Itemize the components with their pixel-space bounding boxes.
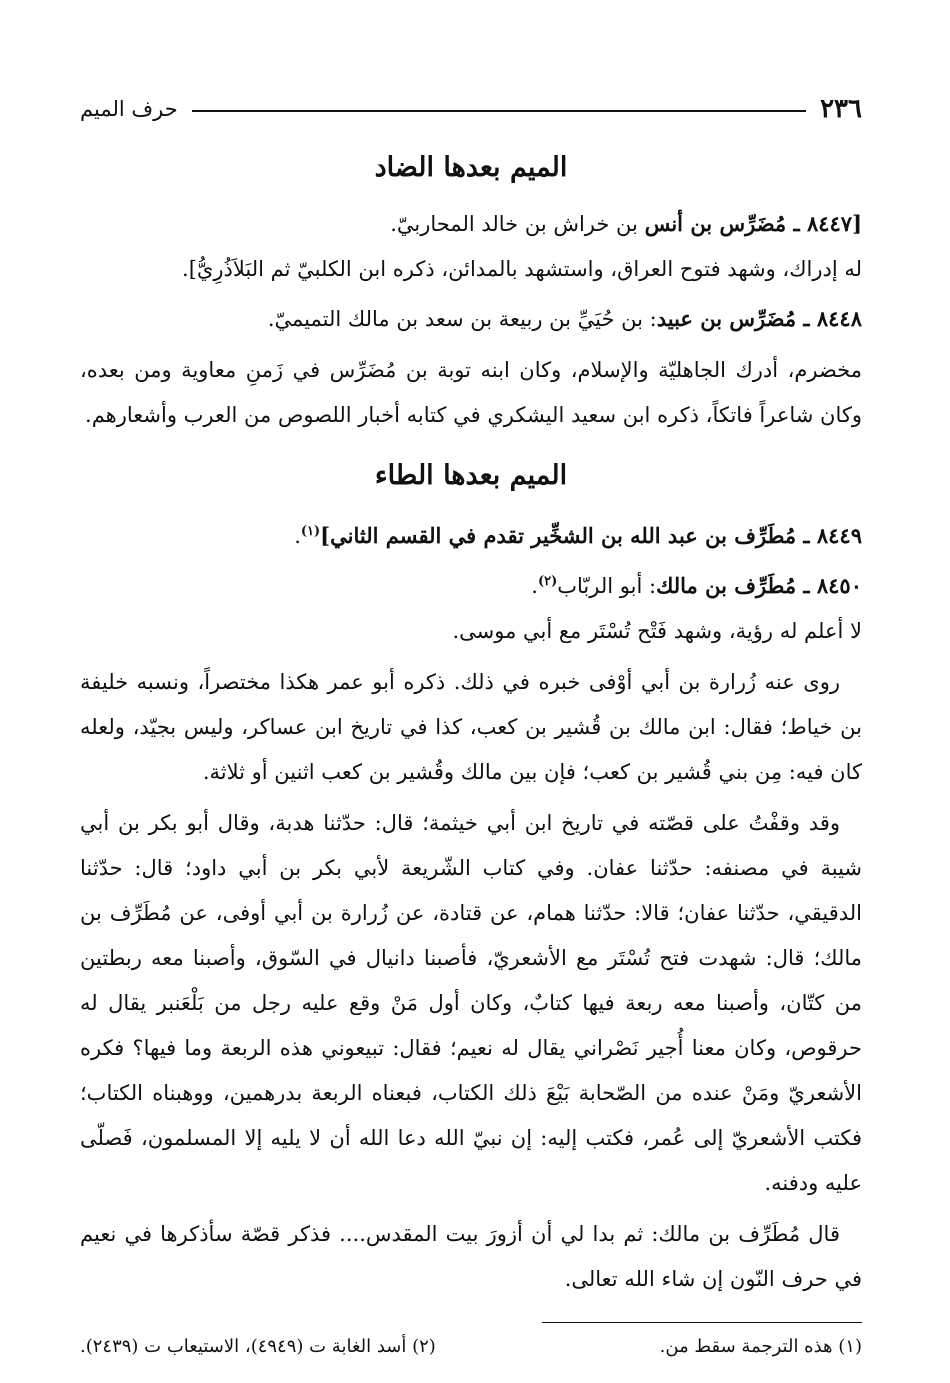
entry-8447-title [80, 201, 862, 247]
entry-8448-body: مخضرم، أدرك الجاهليّة والإسلام، وكان ابنه توبة بن مُضَرِّس في زَمنِ معاوية ومن بعده، وكان شاعراً فاتكاً، ذكره ابن سعيد اليشكري في كتابه أخبار اللصوص من العرب وأشعارهم. [80, 358, 862, 427]
page-number: ٢٣٦ [820, 94, 862, 124]
entry-8450-para3: قال مُطَرِّف بن مالك: ثم بدا لي أن أزورَ بيت المقدس.... فذكر قصّة سأذكرها في نعيم في حرف النّون إن شاء الله تعالى. [80, 1222, 862, 1291]
entry-8450-kunya: : أبو الربّاب [557, 574, 657, 598]
entry-8450-para2: وقد وقفْتُ على قصّته في تاريخ ابن أبي خيثمة؛ قال: حدّثنا هدبة، وقال أبو بكر بن أبي شيبة في مصنفه: حدّثنا عفان. وفي كتاب الشّريعة لأبي بكر بن أبي داود؛ قال: حدّثنا الدقيقي، حدّثنا عفان؛ قالا: حدّثنا همام، عن قتادة، عن زُرارة بن أبي أوفى، عن مُطَرِّف بن مالك؛ قال: شهدت فتح تُسْتَر مع الأشعريّ، فأصبنا دانيال في السّوق، وأصبنا معه ربطتين من كتّان، وأصبنا معه ربعة فيها كتابٌ، وكان أول مَنْ وقع عليه رجل من بَلْعَنبر يقال له حرقوص، وكان معنا أُجير نَصْراني يقال له نعيم؛ فقال: تبيعوني هذه الربعة وما فيها؟ فكره الأشعريّ ومَنْ عنده من الصّحابة بَيْعَ ذلك الكتاب، فبعناه الربعة بدرهمين، ووهبناه الكتاب؛ فكتب الأشعريّ إلى عُمر، فكتب إليه: إن نبيّ الله دعا الله أن لا يليه إلا المسلمون، فَصلّى عليه ودفنه. [80, 811, 862, 1195]
entry-8449-end: . [294, 524, 301, 548]
footnote-2: (٢) أسد الغابة ت (٤٩٤٩)، الاستيعاب ت (٢٤٣٩). [80, 1336, 436, 1357]
entry-8450-para1: روى عنه زُرارة بن أبي أوْفى خبره في ذلك. ذكره أبو عمر هكذا مختصراً، ونسبه خليفة بن خياط؛ فقال: ابن مالك بن قُشير بن كعب، كذا في تاريخ ابن عساكر، وليس بجيّد، ولعله كان فيه: مِن بني قُشير بن كعب؛ فإن بين مالك وقُشير بن كعب اثنين أو ثلاثة. [80, 670, 862, 784]
footnotes [80, 1333, 862, 1361]
entry-8450-title [80, 559, 862, 609]
footnote-rule [542, 1322, 862, 1323]
running-title: حرف الميم [80, 97, 178, 121]
entry-8450-name: ٨٤٥٠ ـ مُطَرِّف بن مالك [656, 573, 862, 598]
entry-8450-line1: لا أعلم له رؤية، وشهد فَتْح تُسْتَر مع أبي موسى. [452, 619, 862, 643]
footnote-1: (١) هذه الترجمة سقط من. [659, 1336, 862, 1357]
entry-8450-end: . [531, 574, 538, 598]
entry-8448-title [80, 296, 862, 342]
header-rule [192, 110, 806, 112]
entry-8448-lineage: : بن حُيَيِّ بن ربيعة بن سعد بن مالك التميميّ. [267, 307, 657, 331]
footnote-ref-2[interactable]: (٢) [537, 574, 558, 589]
entry-8449-name: ٨٤٤٩ ـ مُطَرِّف بن عبد الله بن الشخِّير تقدم في القسم الثاني] [320, 523, 862, 548]
entry-8447-name: [٨٤٤٧ ـ مُضَرِّس بن أنس [644, 211, 862, 236]
section-heading-dad: الميم بعدها الضاد [374, 152, 568, 183]
entry-8449-title [80, 509, 862, 559]
section-heading-taa: الميم بعدها الطاء [374, 460, 568, 491]
footnote-ref-1[interactable]: (١) [300, 524, 321, 539]
entry-8448-name: ٨٤٤٨ ـ مُضَرِّس بن عبيد [656, 306, 862, 331]
running-head [80, 92, 862, 126]
entry-8447-body: له إدراك، وشهد فتوح العراق، واستشهد بالمدائن، ذكره ابن الكلبيّ ثم البَلاَذُرِيُّ]. [182, 257, 862, 281]
entry-8447-lineage: بن خراش بن خالد المحاربيّ. [390, 212, 645, 236]
